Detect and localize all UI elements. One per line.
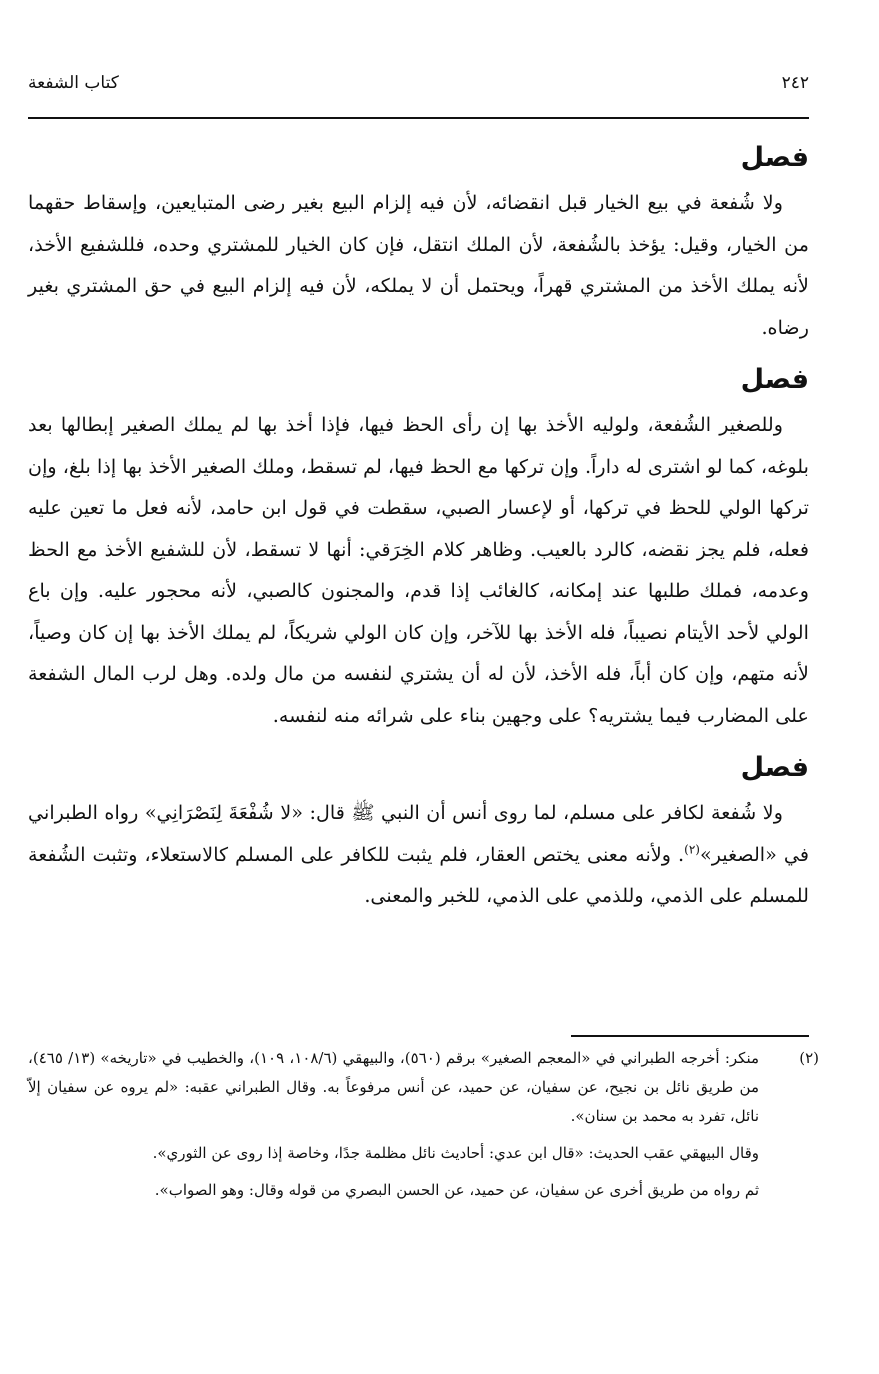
section-title: فصل [740, 142, 809, 173]
section-khiyar [28, 140, 809, 348]
section-title: فصل [740, 752, 809, 783]
page-number: ٢٤٢ [781, 73, 809, 93]
paragraph: وللصغير الشُفعة، ولوليه الأخذ بها إن رأى الحظ فيها، فإذا أخذ بها لم يملك الصغير إبطالها بعد بلوغه، كما لو اشترى له داراً. وإن تركها مع الحظ فيها، لم تسقط، وملك الصغير الأخذ بها إذا بلغ، وإن تركها الولي للحظ في تركها، أو لإعسار الصبي، سقطت في قول ابن حامد، لأنه فعل ما تعين عليه فعله، فلم يجز نقضه، كالرد بالعيب. وظاهر كلام الخِرَقي: أنها لا تسقط، لأن للشفيع الأخذ مع الحظ وعدمه، فملك طلبها عند إمكانه، كالغائب إذا قدم، والمجنون كالصبي، لأنه محجور عليه. وإن باع الولي لأحد الأيتام نصيباً، فله الأخذ بها للآخر، وإن كان الولي شريكاً، لم يملك الأخذ بها إن كان وصياً، لأنه متهم، وإن كان أباً، فله الأخذ، لأن له أن يشتري لنفسه من مال ولده. وهل لرب المال الشفعة على المضارب فيما يشتريه؟ على وجهين بناء على شرائه منه لنفسه. [28, 413, 809, 727]
paragraph: ولا شُفعة في بيع الخيار قبل انقضائه، لأن فيه إلزام البيع بغير رضى المتبايعين، وإسقاط حقهما من الخيار، وقيل: يؤخذ بالشُفعة، لأن الملك انتقل، فإن كان الخيار للمشتري وحده، فللشفيع الأخذ، لأنه يملك الأخذ من المشتري قهراً، ويحتمل أن لا يملكه، لأن فيه إلزام البيع في حق المشتري بغير رضاه. [28, 191, 809, 339]
header-divider [28, 117, 809, 119]
footnote-marker: (٢) [799, 1049, 819, 1067]
paragraph [28, 792, 809, 917]
footnotes [28, 1044, 819, 1213]
section-saghir [28, 362, 809, 736]
paragraph-text: ولا شُفعة لكافر على مسلم، لما روى أنس أن النبي ﷺ قال: «لا شُفْعَةَ لِنَصْرَانِي» رواه الطبراني في «الصغير» [28, 801, 809, 866]
footnote-divider [571, 1035, 809, 1037]
section-kafir [28, 750, 809, 917]
footnote-content [28, 1044, 759, 1213]
section-title: فصل [740, 364, 809, 395]
main-text [28, 130, 809, 917]
footnote-paragraph: منكر: أخرجه الطبراني في «المعجم الصغير» برقم (٥٦٠)، والبيهقي (١٠٨/٦، ١٠٩)، والخطيب في «تاريخه» (١٣/ ٤٦٥)، من طريق نائل بن نجيح، عن سفيان، عن حميد، عن أنس مرفوعاً به. وقال الطبراني عقبه: «لم يروه عن سفيان إلاّ نائل، تفرد به محمد بن سنان». [28, 1049, 760, 1125]
footnote-paragraph: ثم رواه من طريق أخرى عن سفيان، عن حميد، عن الحسن البصري من قوله وقال: وهو الصواب». [154, 1181, 759, 1199]
paragraph-text: . ولأنه معنى يختص العقار، فلم يثبت للكافر على المسلم كالاستعلاء، وتثبت الشُفعة للمسلم على الذمي، وللذمي على الذمي، للخبر والمعنى. [28, 842, 809, 907]
page-header [28, 72, 809, 94]
footnote-reference[interactable]: (٢) [684, 842, 700, 857]
footnote-paragraph: وقال البيهقي عقب الحديث: «قال ابن عدي: أحاديث نائل مظلمة جدًا، وخاصة إذا روى عن الثوري». [152, 1144, 759, 1162]
running-title: كتاب الشفعة [28, 73, 119, 93]
footnote [28, 1044, 819, 1213]
